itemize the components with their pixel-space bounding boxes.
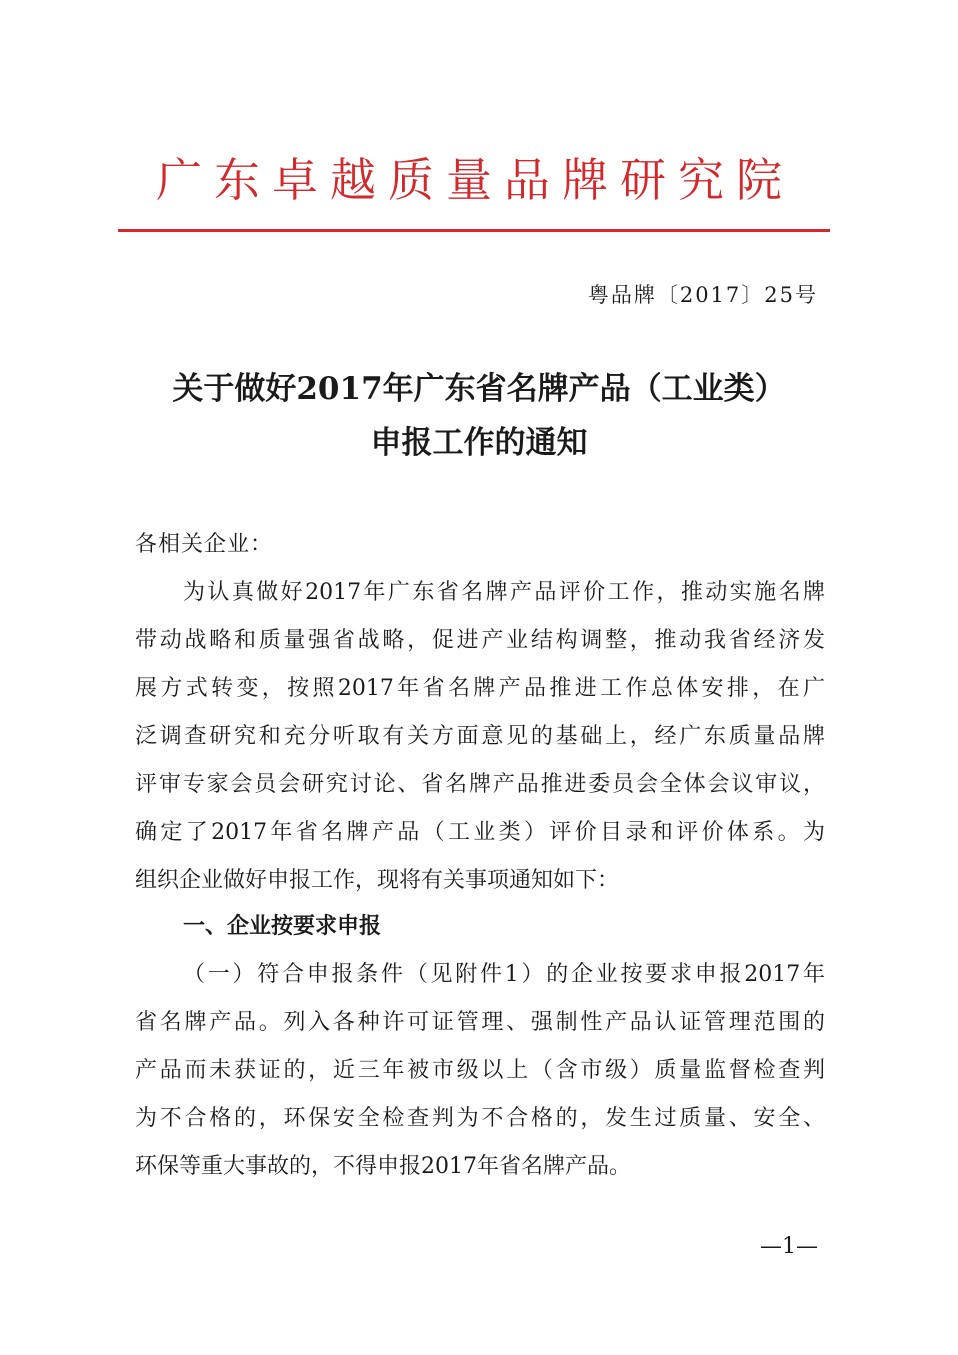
paragraph-1-line: 组织企业做好申报工作，现将有关事项通知如下： — [135, 868, 620, 893]
paragraph-1-line: 带动战略和质量强省战略，促进产业结构调整，推动我省经济发 — [135, 628, 825, 653]
salutation: 各相关企业： — [135, 532, 274, 557]
paragraph-1-line: 确定了2017年省名牌产品（工业类）评价目录和评价体系。为 — [135, 820, 825, 845]
page-number: —1— — [760, 1234, 818, 1259]
document-number: 粤品牌〔2017〕25号 — [587, 283, 818, 307]
paragraph-2-line: 环保等重大事故的，不得申报2017年省名牌产品。 — [135, 1154, 631, 1179]
paragraph-1-line: 泛调查研究和充分听取有关方面意见的基础上，经广东质量品牌 — [135, 724, 825, 749]
paragraph-2-line: 为不合格的，环保安全检查判为不合格的，发生过质量、安全、 — [135, 1106, 825, 1131]
document-title-line-2: 申报工作的通知 — [370, 425, 588, 461]
paragraph-2-line: 产品而未获证的，近三年被市级以上（含市级）质量监督检查判 — [135, 1058, 825, 1083]
paragraph-1-line: 展方式转变，按照2017年省名牌产品推进工作总体安排，在广 — [135, 676, 825, 701]
paragraph-1-line: 评审专家会员会研究讨论、省名牌产品推进委员会全体会议审议， — [135, 772, 825, 797]
header-divider — [118, 229, 830, 232]
paragraph-1-line: 为认真做好2017年广东省名牌产品评价工作，推动实施名牌 — [183, 580, 825, 605]
document-title-line-1: 关于做好2017年广东省名牌产品（工业类） — [172, 371, 786, 407]
paragraph-2-line: （一）符合申报条件（见附件1）的企业按要求申报2017年 — [183, 962, 825, 987]
paragraph-2-line: 省名牌产品。列入各种许可证管理、强制性产品认证管理范围的 — [135, 1010, 825, 1035]
section-heading-1: 一、企业按要求申报 — [183, 914, 382, 939]
organization-header: 广东卓越质量品牌研究院 — [156, 153, 794, 207]
